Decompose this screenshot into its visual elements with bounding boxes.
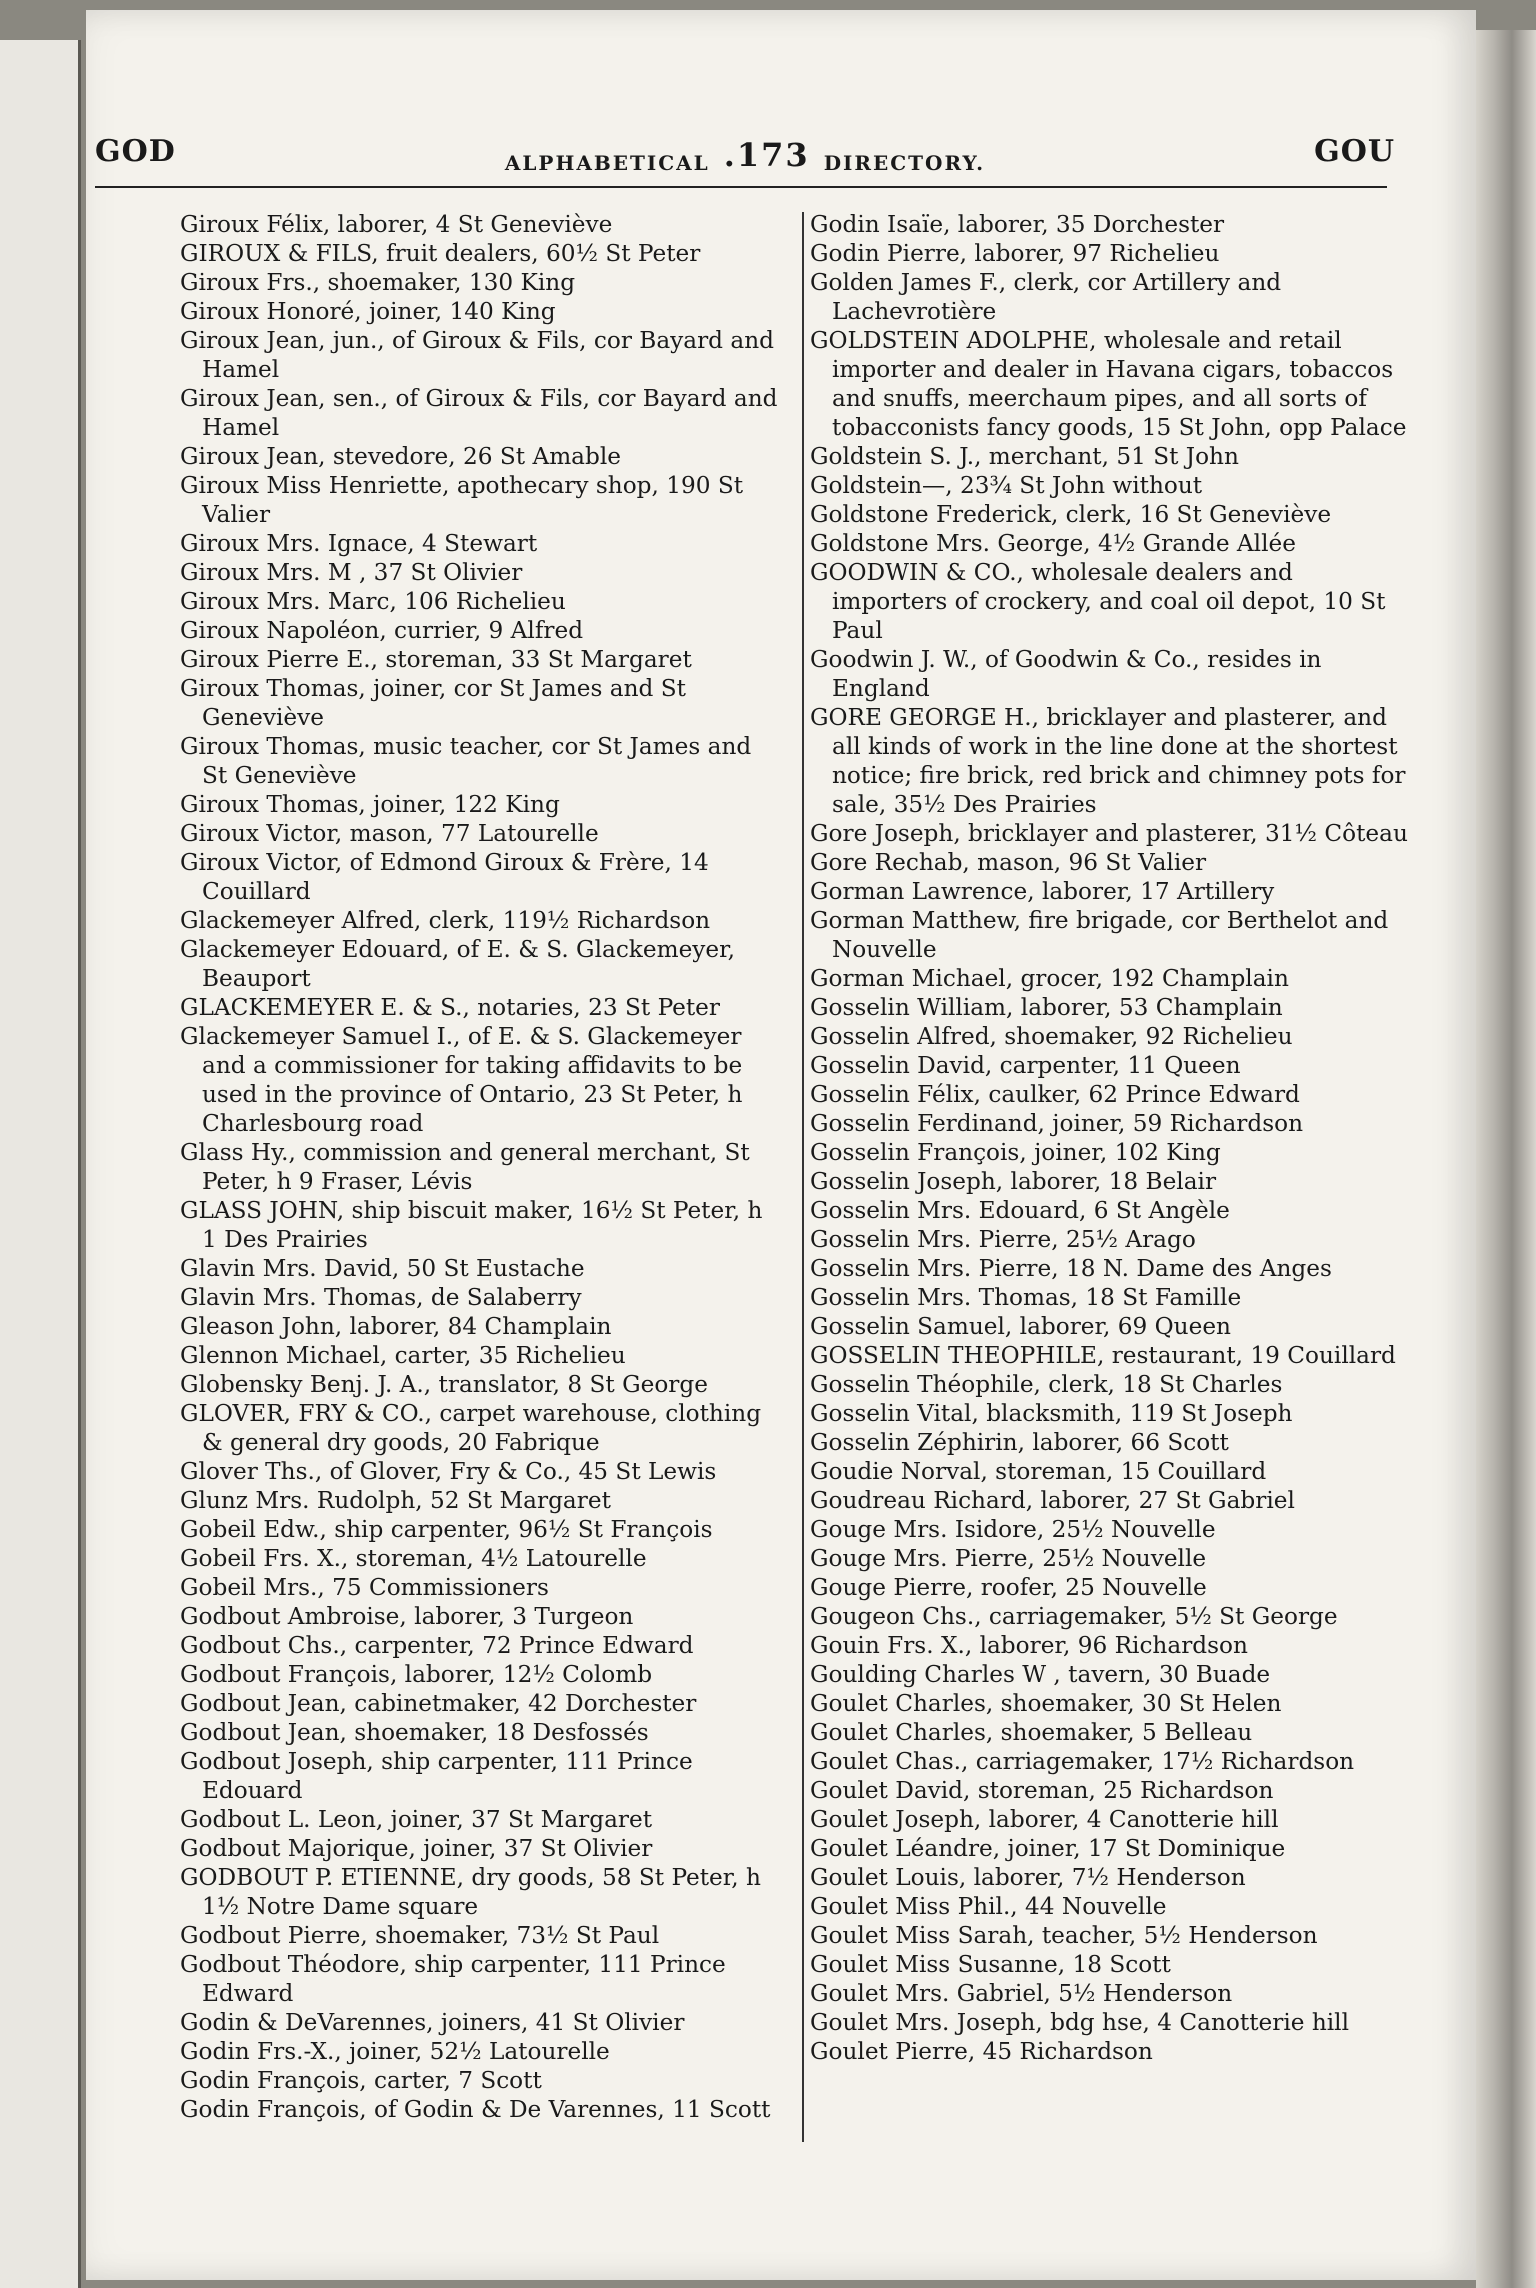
directory-entry: Godin François, of Godin & De Varennes, 11 Scott	[180, 2096, 771, 2123]
previous-page-edge	[0, 40, 81, 2288]
directory-entry: Godin Isaïe, laborer, 35 Dorchester	[810, 211, 1225, 238]
directory-entry: Godbout Théodore, ship carpenter, 111 Prince Edward	[180, 1951, 726, 2007]
directory-entry: Gosselin Théophile, clerk, 18 St Charles	[810, 1371, 1283, 1398]
directory-entry: GLACKEMEYER E. & S., notaries, 23 St Peter	[180, 994, 720, 1021]
directory-entry: Goulet Chas., carriagemaker, 17½ Richardson	[810, 1748, 1355, 1775]
directory-entry: Goldstein—, 23¾ St John without	[810, 472, 1203, 499]
directory-entry: Godbout Pierre, shoemaker, 73½ St Paul	[180, 1922, 660, 1949]
directory-entry: Giroux Miss Henriette, apothecary shop, 190 St Valier	[180, 472, 744, 528]
directory-entry: Gosselin Mrs. Thomas, 18 St Famille	[810, 1284, 1242, 1311]
directory-entry: Gouge Pierre, roofer, 25 Nouvelle	[810, 1574, 1207, 1601]
directory-entry: Goulet Joseph, laborer, 4 Canotterie hill	[810, 1806, 1279, 1833]
directory-entry: Glackemeyer Alfred, clerk, 119½ Richardson	[180, 907, 711, 934]
directory-entry: Gosselin William, laborer, 53 Champlain	[810, 994, 1283, 1021]
directory-entry: Giroux Thomas, music teacher, cor St James and St Geneviève	[180, 733, 752, 789]
directory-entry: Gorman Michael, grocer, 192 Champlain	[810, 965, 1289, 992]
directory-entry: Gosselin Zéphirin, laborer, 66 Scott	[810, 1429, 1229, 1456]
directory-entry: Godbout Joseph, ship carpenter, 111 Prince Edouard	[180, 1748, 693, 1804]
directory-entry: Gosselin Vital, blacksmith, 119 St Joseph	[810, 1400, 1293, 1427]
directory-entry: Gosselin Ferdinand, joiner, 59 Richardson	[810, 1110, 1304, 1137]
page-stack-edge	[1476, 30, 1536, 2288]
directory-entry: Godin & DeVarennes, joiners, 41 St Olivier	[180, 2009, 685, 2036]
directory-entry: Godbout Jean, shoemaker, 18 Desfossés	[180, 1719, 649, 1746]
directory-entry: Godbout Chs., carpenter, 72 Prince Edward	[180, 1632, 694, 1659]
directory-entry: Giroux Mrs. M , 37 St Olivier	[180, 559, 523, 586]
directory-entry: Goulet Mrs. Gabriel, 5½ Henderson	[810, 1980, 1233, 2007]
left-column	[180, 210, 780, 2124]
directory-entry: Glass Hy., commission and general merchant, St Peter, h 9 Fraser, Lévis	[180, 1139, 750, 1195]
directory-entry: GORE GEORGE H., bricklayer and plasterer, and all kinds of work in the line done at the shortest notice; fire brick, red brick and chimney pots for sale, 35½ Des Prairies	[810, 704, 1406, 818]
directory-entry: Goulet Louis, laborer, 7½ Henderson	[810, 1864, 1246, 1891]
directory-entry: GLOVER, FRY & CO., carpet warehouse, clothing & general dry goods, 20 Fabrique	[180, 1400, 762, 1456]
directory-entry: Godin Frs.-X., joiner, 52½ Latourelle	[180, 2038, 610, 2065]
directory-entry: Gore Joseph, bricklayer and plasterer, 31½ Côteau	[810, 820, 1408, 847]
directory-entry: Giroux Honoré, joiner, 140 King	[180, 298, 556, 325]
directory-entry: Goulet Pierre, 45 Richardson	[810, 2038, 1153, 2065]
directory-entry: Gosselin Alfred, shoemaker, 92 Richelieu	[810, 1023, 1293, 1050]
directory-entry: Gorman Matthew, fire brigade, cor Berthelot and Nouvelle	[810, 907, 1389, 963]
directory-entry: Glavin Mrs. Thomas, de Salaberry	[180, 1284, 582, 1311]
header-left-guide-word: GOD	[95, 134, 176, 169]
directory-entry: Gosselin Joseph, laborer, 18 Belair	[810, 1168, 1217, 1195]
directory-entry: Gosselin David, carpenter, 11 Queen	[810, 1052, 1241, 1079]
directory-entry: GODBOUT P. ETIENNE, dry goods, 58 St Peter, h 1½ Notre Dame square	[180, 1864, 761, 1920]
directory-entry: Gosselin Samuel, laborer, 69 Queen	[810, 1313, 1231, 1340]
directory-entry: Glennon Michael, carter, 35 Richelieu	[180, 1342, 626, 1369]
directory-entry: Godbout L. Leon, joiner, 37 St Margaret	[180, 1806, 653, 1833]
directory-entry: GOLDSTEIN ADOLPHE, wholesale and retail importer and dealer in Havana cigars, tobaccos and snuffs, meerchaum pipes, and all sorts of tobacconists fancy goods, 15 St John, opp Palace	[810, 327, 1407, 441]
directory-entry: Giroux Frs., shoemaker, 130 King	[180, 269, 576, 296]
directory-entry: Gobeil Frs. X., storeman, 4½ Latourelle	[180, 1545, 647, 1572]
header-title-right: DIRECTORY.	[823, 151, 986, 175]
right-column	[810, 210, 1410, 2066]
header-center	[95, 136, 1395, 178]
directory-entry: Godin François, carter, 7 Scott	[180, 2067, 542, 2094]
directory-entry: Godbout Majorique, joiner, 37 St Olivier	[180, 1835, 653, 1862]
header-rule	[95, 186, 1387, 188]
directory-entry: Goulet David, storeman, 25 Richardson	[810, 1777, 1274, 1804]
directory-entry: Godbout Jean, cabinetmaker, 42 Dorchester	[180, 1690, 697, 1717]
directory-entry: Goulet Miss Phil., 44 Nouvelle	[810, 1893, 1167, 1920]
directory-entry: Goulet Mrs. Joseph, bdg hse, 4 Canotterie hill	[810, 2009, 1350, 2036]
directory-entry: Gosselin Félix, caulker, 62 Prince Edward	[810, 1081, 1300, 1108]
directory-entry: GIROUX & FILS, fruit dealers, 60½ St Peter	[180, 240, 701, 267]
directory-entry: GOODWIN & CO., wholesale dealers and importers of crockery, and coal oil depot, 10 St Paul	[810, 559, 1386, 644]
directory-entry: Glunz Mrs. Rudolph, 52 St Margaret	[180, 1487, 611, 1514]
directory-entry: Goulet Léandre, joiner, 17 St Dominique	[810, 1835, 1286, 1862]
directory-entry: GOSSELIN THEOPHILE, restaurant, 19 Couillard	[810, 1342, 1396, 1369]
directory-entry: Gorman Lawrence, laborer, 17 Artillery	[810, 878, 1275, 905]
directory-entry: Goulet Charles, shoemaker, 5 Belleau	[810, 1719, 1253, 1746]
directory-entry: Globensky Benj. J. A., translator, 8 St George	[180, 1371, 708, 1398]
directory-entry: Goudie Norval, storeman, 15 Couillard	[810, 1458, 1267, 1485]
directory-entry: Gouge Mrs. Isidore, 25½ Nouvelle	[810, 1516, 1216, 1543]
directory-entry: Gouin Frs. X., laborer, 96 Richardson	[810, 1632, 1248, 1659]
directory-entry: Gobeil Edw., ship carpenter, 96½ St François	[180, 1516, 713, 1543]
directory-entry: Giroux Félix, laborer, 4 St Geneviève	[180, 211, 613, 238]
directory-entry: Giroux Victor, mason, 77 Latourelle	[180, 820, 599, 847]
directory-entry: Giroux Jean, stevedore, 26 St Amable	[180, 443, 621, 470]
directory-entry: Giroux Thomas, joiner, cor St James and St Geneviève	[180, 675, 686, 731]
directory-entry: Goulet Miss Sarah, teacher, 5½ Henderson	[810, 1922, 1318, 1949]
directory-entry: Godbout Ambroise, laborer, 3 Turgeon	[180, 1603, 634, 1630]
directory-entry: Goldstein S. J., merchant, 51 St John	[810, 443, 1239, 470]
directory-entry: Goldstone Mrs. George, 4½ Grande Allée	[810, 530, 1296, 557]
directory-entry: Giroux Jean, jun., of Giroux & Fils, cor Bayard and Hamel	[180, 327, 774, 383]
directory-entry: Giroux Pierre E., storeman, 33 St Margaret	[180, 646, 692, 673]
directory-entry: Gore Rechab, mason, 96 St Valier	[810, 849, 1207, 876]
page-header	[95, 132, 1395, 182]
directory-entry: Giroux Jean, sen., of Giroux & Fils, cor Bayard and Hamel	[180, 385, 778, 441]
directory-entry: Giroux Mrs. Ignace, 4 Stewart	[180, 530, 538, 557]
directory-entry: Goulet Miss Susanne, 18 Scott	[810, 1951, 1171, 1978]
directory-entry: Godin Pierre, laborer, 97 Richelieu	[810, 240, 1220, 267]
directory-entry: Goulet Charles, shoemaker, 30 St Helen	[810, 1690, 1282, 1717]
directory-entry: Gosselin François, joiner, 102 King	[810, 1139, 1221, 1166]
directory-entry: Giroux Napoléon, currier, 9 Alfred	[180, 617, 584, 644]
column-divider	[802, 212, 804, 2142]
directory-entry: Goudreau Richard, laborer, 27 St Gabriel	[810, 1487, 1295, 1514]
header-right-guide-word: GOU	[1314, 134, 1395, 169]
directory-entry: Gouge Mrs. Pierre, 25½ Nouvelle	[810, 1545, 1207, 1572]
directory-entry: Goldstone Frederick, clerk, 16 St Geneviève	[810, 501, 1332, 528]
page-number: .173	[723, 136, 810, 174]
directory-entry: Glackemeyer Edouard, of E. & S. Glackemeyer, Beauport	[180, 936, 736, 992]
directory-entry: Glover Ths., of Glover, Fry & Co., 45 St Lewis	[180, 1458, 717, 1485]
header-title-left: ALPHABETICAL	[504, 151, 710, 175]
directory-entry: Gougeon Chs., carriagemaker, 5½ St George	[810, 1603, 1338, 1630]
directory-entry: Goulding Charles W , tavern, 30 Buade	[810, 1661, 1271, 1688]
directory-entry: Golden James F., clerk, cor Artillery and Lachevrotière	[810, 269, 1282, 325]
directory-entry: Godbout François, laborer, 12½ Colomb	[180, 1661, 653, 1688]
directory-entry: Giroux Thomas, joiner, 122 King	[180, 791, 560, 818]
directory-entry: Gobeil Mrs., 75 Commissioners	[180, 1574, 549, 1601]
directory-entry: Gosselin Mrs. Pierre, 18 N. Dame des Anges	[810, 1255, 1332, 1282]
directory-entry: Giroux Victor, of Edmond Giroux & Frère, 14 Couillard	[180, 849, 709, 905]
directory-entry: Giroux Mrs. Marc, 106 Richelieu	[180, 588, 566, 615]
directory-entry: Gleason John, laborer, 84 Champlain	[180, 1313, 612, 1340]
directory-entry: Glavin Mrs. David, 50 St Eustache	[180, 1255, 585, 1282]
directory-entry: Goodwin J. W., of Goodwin & Co., resides in England	[810, 646, 1322, 702]
directory-entry: Gosselin Mrs. Edouard, 6 St Angèle	[810, 1197, 1230, 1224]
directory-entry: Gosselin Mrs. Pierre, 25½ Arago	[810, 1226, 1196, 1253]
directory-entry: Glackemeyer Samuel I., of E. & S. Glackemeyer and a commissioner for taking affidavits to be used in the province of Ontario, 23 St Peter, h Charlesbourg road	[180, 1023, 743, 1137]
directory-entry: GLASS JOHN, ship biscuit maker, 16½ St Peter, h 1 Des Prairies	[180, 1197, 763, 1253]
